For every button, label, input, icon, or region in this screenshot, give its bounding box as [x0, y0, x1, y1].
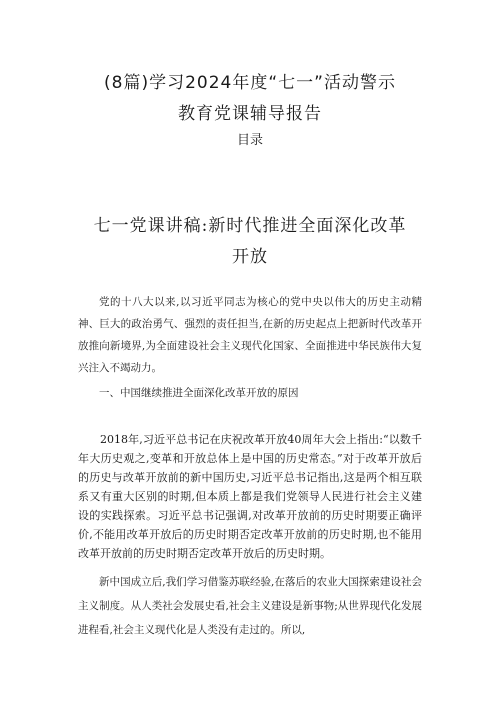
section-heading	[70, 211, 430, 273]
paragraph-new-china: 新中国成立后,我们学习借鉴苏联经验,在落后的农业大国探索建设社会主义制度。从人类社会发展史看,社会主义建设是新事物;从世界现代化发展进程看,社会主义现代化是人类没有走过的。所以,	[78, 576, 422, 636]
paragraph-2018-speech: 2018年,习近平总书记在庆祝改革开放40周年大会上指出:“以数千年大历史观之,变革和开放总体上是中国的历史常态。”对于改革开放后的历史与改革开放前的新中国历史,习近平总书记指出,这是两个相互联系又有重大区别的时期,但本质上都是我们党领导人民进行社会主义建设的实践探索。习近平总书记强调,对改革开放前的历史时期要正确评价,不能用改革开放后的历史时期否定改革开放前的历史时期,也不能用改革开放前的历史时期否定改革开放后的历史时期。	[78, 433, 422, 560]
document-title-line-1: (8篇)学习2024年度“七一”活动警示	[104, 73, 396, 93]
paragraph-intro: 党的十八大以来,以习近平同志为核心的党中央以伟大的历史主动精神、巨大的政治勇气、强烈的责任担当,在新的历史起点上把新时代改革开放推向新境界,为全面建设社会主义现代化国家、全面推进中华民族伟大复兴注入不竭动力。	[78, 296, 422, 374]
document-title	[60, 68, 440, 130]
document-title-line-2: 教育党课辅导报告	[178, 104, 322, 124]
section-heading-line-1: 七一党课讲稿:新时代推进全面深化改革	[93, 216, 407, 236]
subheading-reasons: 一、中国继续推进全面深化改革开放的原因	[99, 387, 299, 399]
section-heading-line-2: 开放	[232, 247, 268, 267]
table-of-contents-label: 目录	[236, 133, 263, 148]
